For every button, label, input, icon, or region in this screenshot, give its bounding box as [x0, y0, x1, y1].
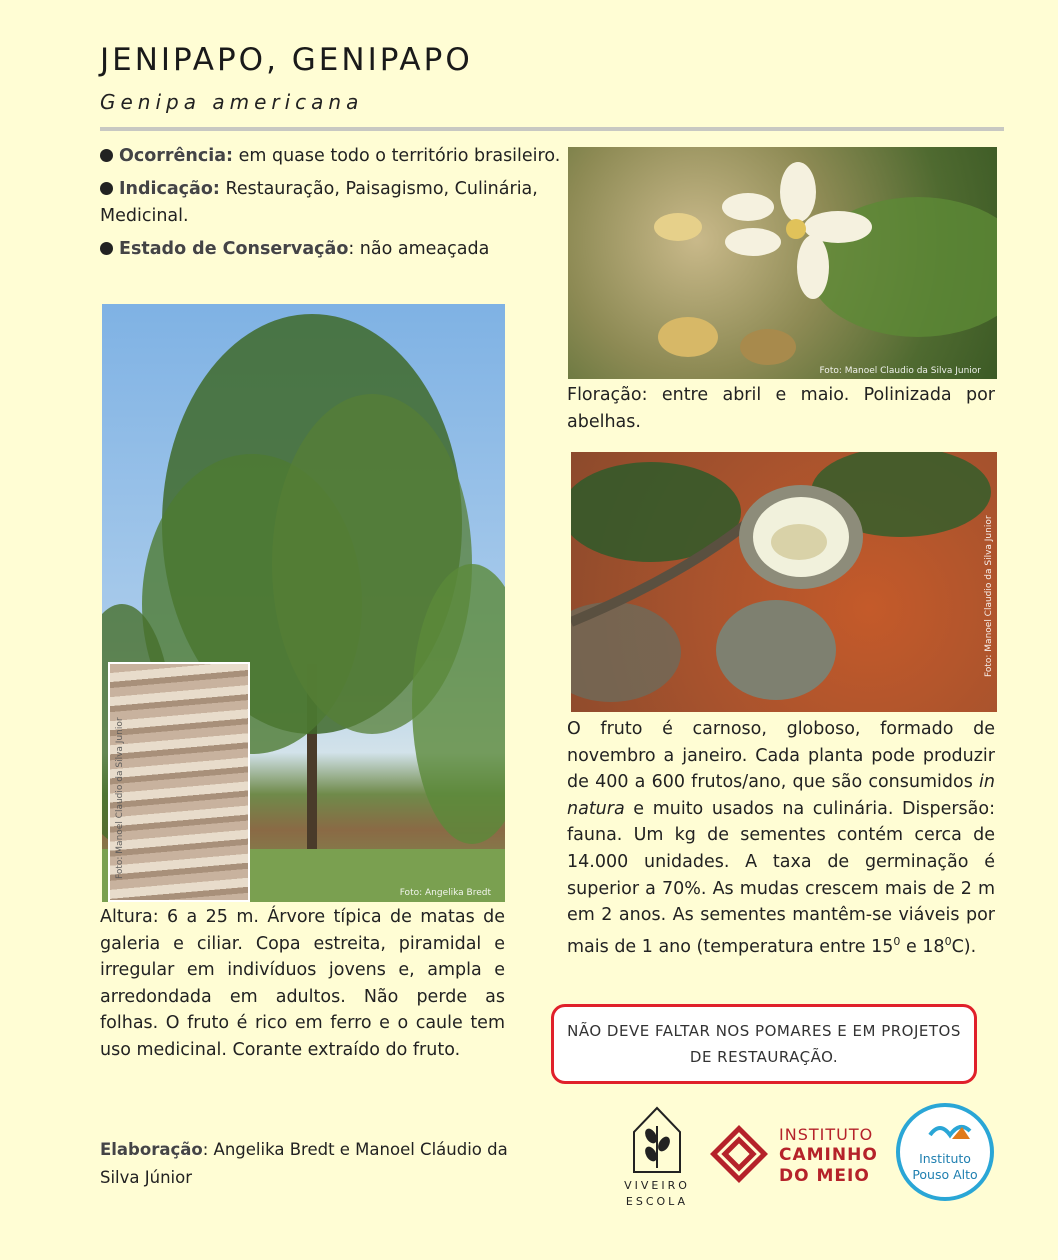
bird-icon — [900, 1113, 990, 1153]
bullet-indicacao: Indicação: Restauração, Paisagismo, Culinária, Medicinal. — [100, 179, 538, 226]
scientific-name: Genipa americana — [100, 90, 364, 114]
credits: Elaboração: Angelika Bredt e Manoel Cláudio da Silva Júnior — [100, 1140, 508, 1187]
viveiro-escola-logo: VIVEIRO ESCOLA — [624, 1102, 690, 1206]
trunk-photo-credit: Foto: Manoel Claudio da Silva Junior — [115, 717, 125, 879]
trunk-photo — [108, 662, 250, 902]
info-bullets — [100, 143, 565, 269]
bullet-ocorrencia: Ocorrência: em quase todo o território brasileiro. — [100, 143, 565, 170]
caminho-do-meio-logo: INSTITUTO CAMINHO DO MEIO — [707, 1114, 887, 1196]
pouso-alto-logo: Instituto Pouso Alto — [896, 1103, 994, 1201]
bullet-icon — [100, 242, 113, 255]
floracao-text: Floração: entre abril e maio. Polinizada por abelhas. — [567, 385, 995, 432]
viveiro-leaf-icon — [624, 1102, 690, 1174]
bullet-conservacao: Estado de Conservação: não ameaçada — [100, 236, 565, 263]
bullet-icon — [100, 149, 113, 162]
bullet-icon — [100, 182, 113, 195]
callout-text: NÃO DEVE FALTAR NOS POMARES E EM PROJETOS DE RESTAURAÇÃO. — [567, 1022, 961, 1066]
fruto-text: O fruto é carnoso, globoso, formado de novembro a janeiro. Cada planta pode produzir de 400 a 600 frutos/ano, que são consumidos in natura e muito usados na culinária. Dispersão: fauna. Um kg de sementes contém cerca de 14.000 unidades. A taxa de germinação é superior a 70%. As mudas crescem mais de 2 m em 2 anos. As sementes mantêm-se viáveis por mais de 1 ano (temperatura entre $15^0$ e $18^0C$). — [567, 719, 995, 957]
altura-text: Altura: 6 a 25 m. Árvore típica de matas de galeria e ciliar. Copa estreita, piramidal e irregular em indivíduos jovens e, ampla e arredondada em adultos. Não perde as folhas. O fruto é rico em ferro e o caule tem uso medicinal. Corante extraído do fruto. — [100, 907, 505, 1060]
fruit-photo — [571, 452, 997, 712]
page-title: JENIPAPO, GENIPAPO — [100, 42, 473, 78]
endless-knot-icon — [707, 1122, 771, 1186]
flower-photo-credit: Foto: Manoel Claudio da Silva Junior — [819, 366, 981, 376]
flower-photo — [568, 147, 997, 379]
tree-photo-credit: Foto: Angelika Bredt — [399, 888, 491, 898]
fruit-photo-credit: Foto: Manoel Claudio da Silva Junior — [984, 515, 994, 677]
header-divider — [100, 127, 1004, 131]
